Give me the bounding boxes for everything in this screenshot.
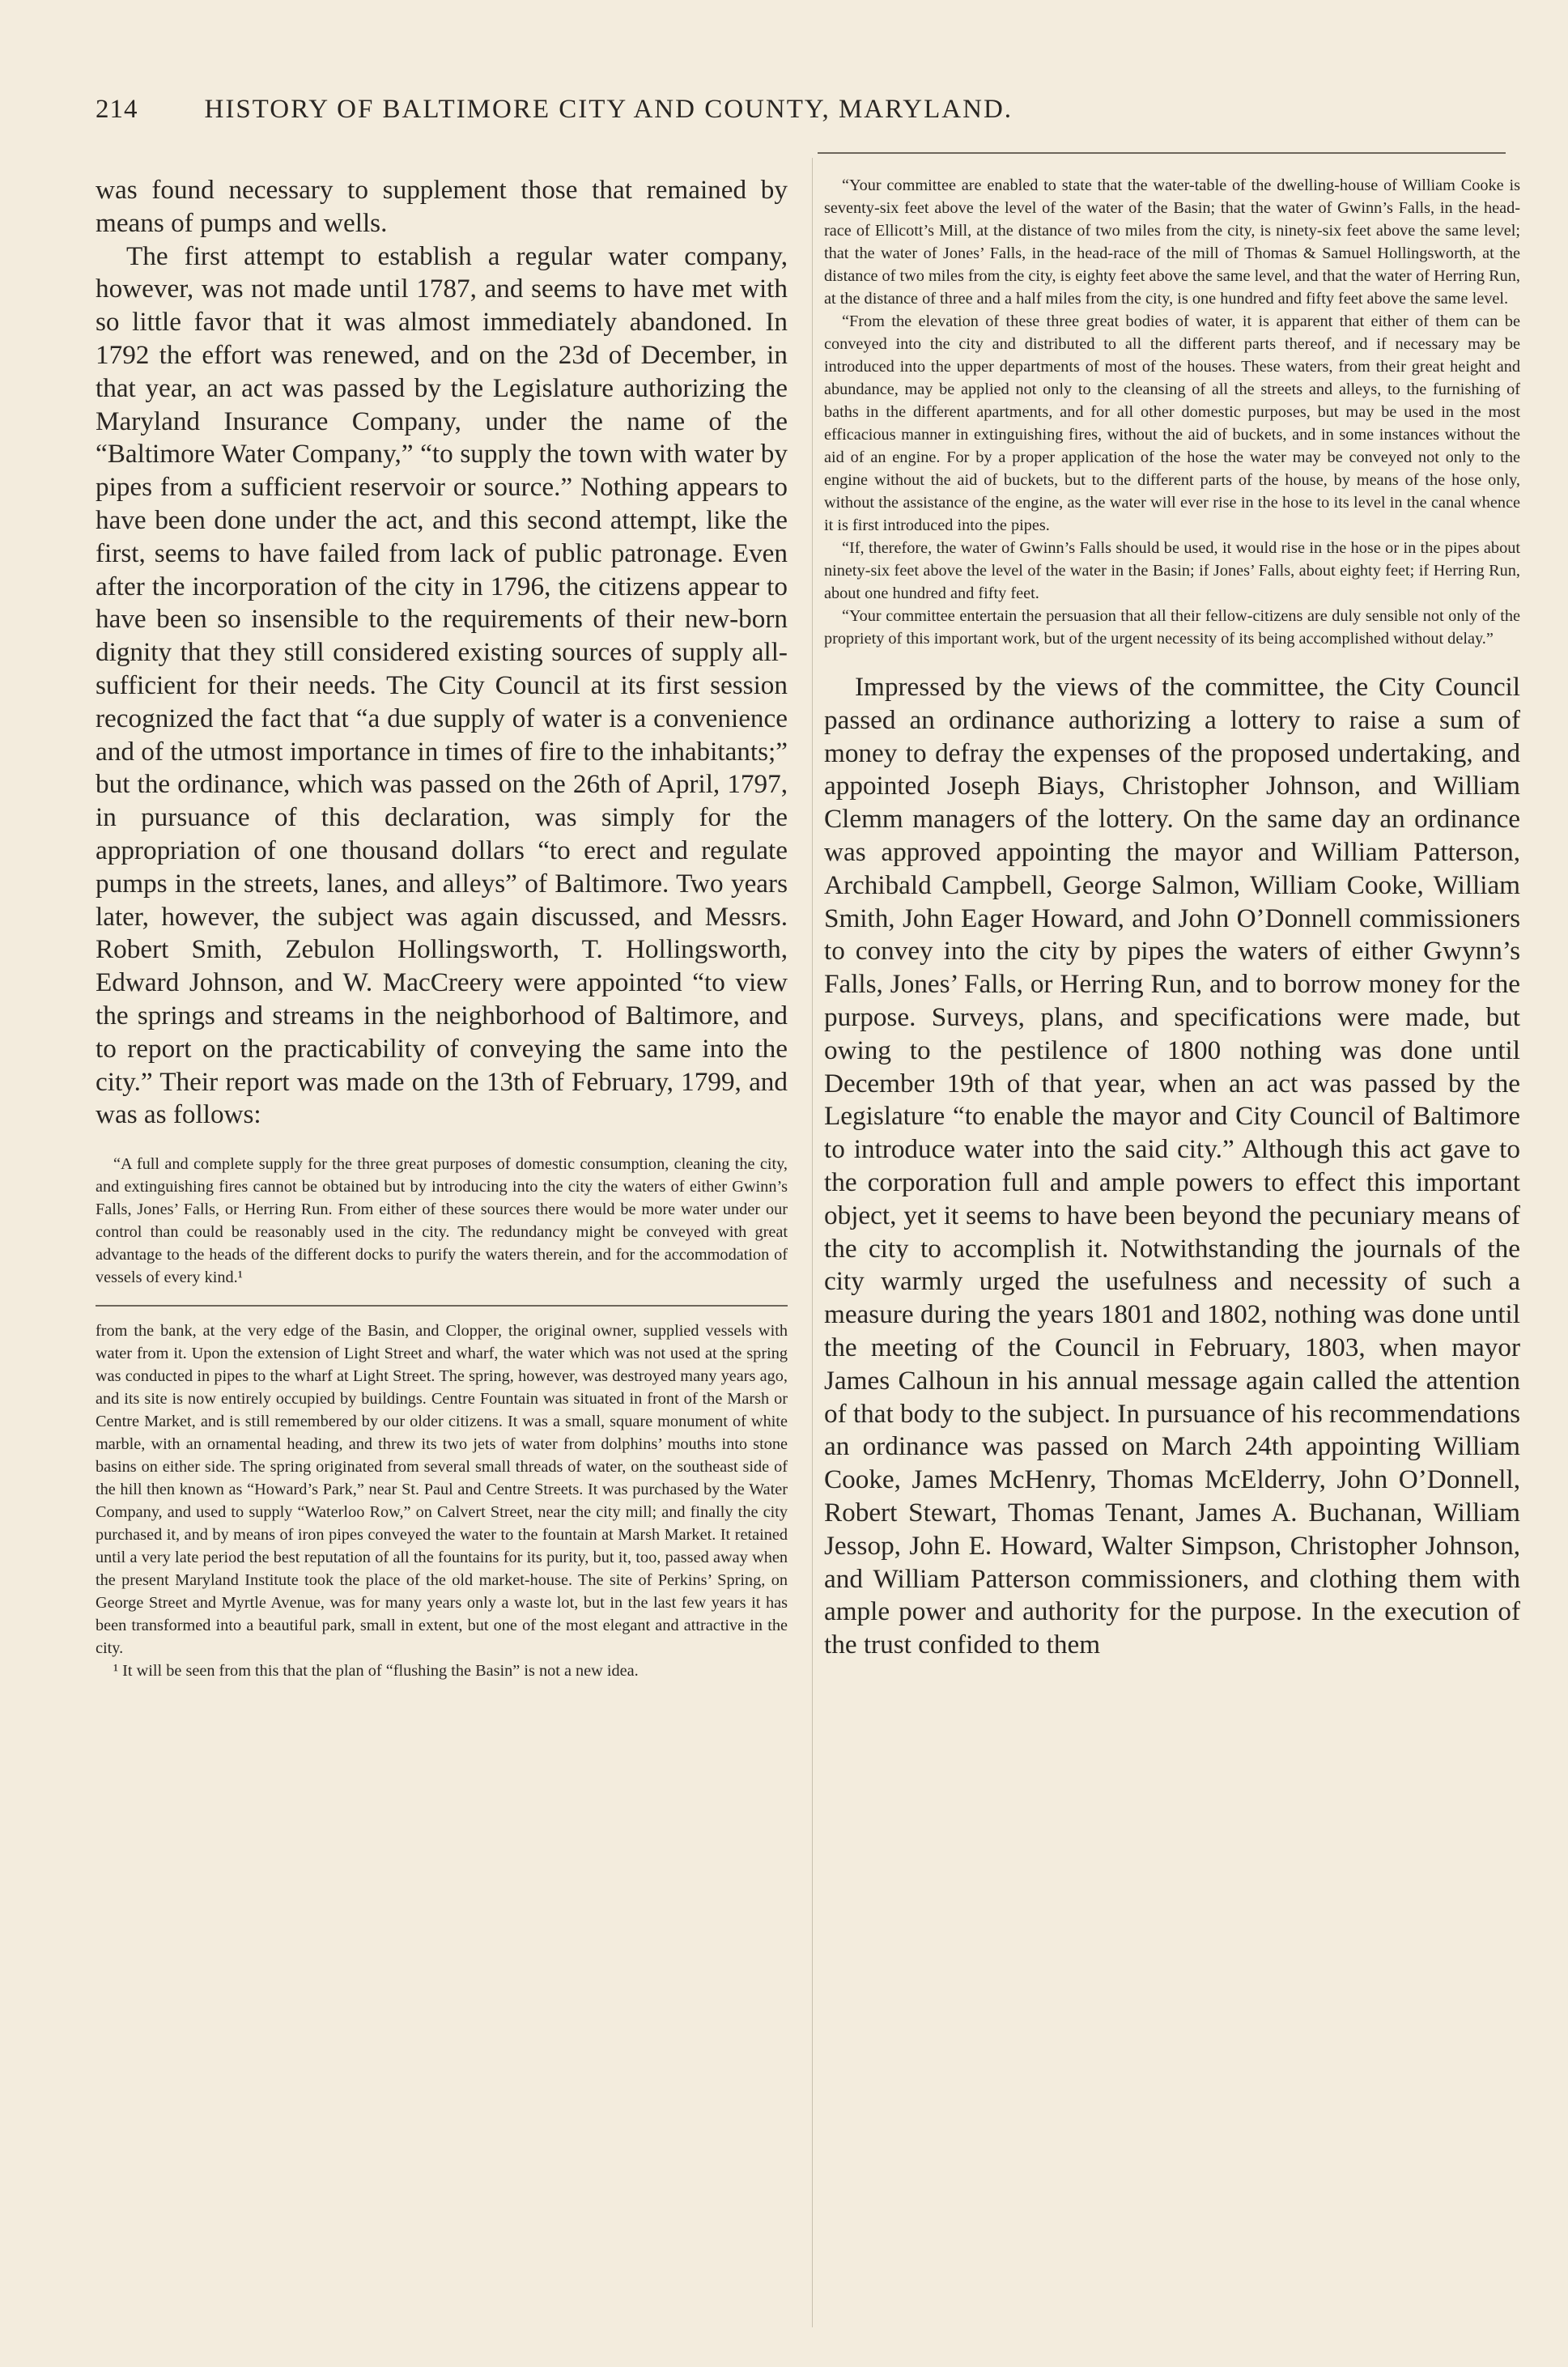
- footnote: ¹ It will be seen from this that the plan of “flushing the Basin” is not a new idea.: [113, 1662, 639, 1681]
- page-number: 214: [96, 94, 138, 124]
- committee-quote: “A full and complete supply for the three great purposes of domestic consumption, cleaning the city, and extinguishing fires cannot be obtained but by introducing into the city the waters of either Gwinn’s Falls, Jones’ Falls, or Herring Run. From either of these sources there would be more water under our control than could be reasonably used in the city. The redundancy might be conveyed with great advantage to the heads of the different docks to purify the waters therein, and for the accommodation of vessels of every kind.¹: [96, 1155, 788, 1287]
- left-column: [96, 174, 788, 1682]
- committee-quote: “Your committee are enabled to state that the water-table of the dwelling-house of William Cooke is seventy-six feet above the level of the water of the Basin; that the water of Gwinn’s Falls, in the head-race of Ellicott’s Mill, at the distance of two miles from the city, is ninety-six feet above the same level; that the water of Jones’ Falls, in the head-race of the mill of Thomas & Samuel Hollingsworth, at the distance of two miles from the city, is eighty feet above the same level, and that the water of Herring Run, at the distance of three and a half miles from the city, is one hundred and fifty feet above the same level.: [824, 176, 1520, 308]
- footnote-continuation: from the bank, at the very edge of the Basin, and Clopper, the original owner, supplied vessels with water from it. Upon the extension of Light Street and wharf, the water which was not used at the spring was conducted in pipes to the wharf at Light Street. The spring, however, was destroyed many years ago, and its site is now entirely occupied by buildings. Centre Fountain was situated in front of the Marsh or Centre Market, and is still remembered by our older citizens. It was a small, square monument of white marble, with an ornamental heading, and threw its two jets of water from dolphins’ mouths into stone basins on either side. The spring originated from several small threads of water, on the southeast side of the hill then known as “Howard’s Park,” near St. Paul and Centre Streets. It was purchased by the Water Company, and used to supply “Waterloo Row,” on Calvert Street, near the city mill; and finally the city purchased it, and by means of iron pipes conveyed the water to the fountain at Marsh Market. It retained until a very late period the best reputation of all the fountains for its purity, but it, too, passed away when the present Maryland Institute took the place of the old market-house. The site of Perkins’ Spring, on George Street and Myrtle Avenue, was for many years only a waste lot, but in the last few years it has been transformed into a beautiful park, small in extent, but one of the most elegant and attractive in the city.: [96, 1322, 788, 1658]
- committee-quote: “If, therefore, the water of Gwinn’s Falls should be used, it would rise in the hose or in the pipes about ninety-six feet above the level of the water in the Basin; if Jones’ Falls, about eighty feet; if Herring Run, about one hundred and fifty feet.: [824, 539, 1520, 602]
- paragraph: was found necessary to supplement those that remained by means of pumps and wells.: [96, 175, 788, 238]
- committee-quote: “Your committee entertain the persuasion that all their fellow-citizens are duly sensible not only of the propriety of this important work, but of the urgent necessity of its being accomplished without delay.”: [824, 607, 1520, 648]
- running-title: HISTORY OF BALTIMORE CITY AND COUNTY, MARYLAND.: [204, 94, 1013, 124]
- header-rule: [818, 152, 1506, 154]
- page-header: [96, 89, 1506, 130]
- right-column: [824, 174, 1520, 1662]
- committee-quote: “From the elevation of these three great bodies of water, it is apparent that either of them can be conveyed into the city and distributed to all the different parts thereof, and if necessary may be introduced into the upper departments of most of the houses. These waters, from their great height and abundance, may be applied not only to the cleansing of all the streets and alleys, to the furnishing of baths in the different apartments, and for all other domestic purposes, but may be used in the most efficacious manner in extinguishing fires, without the aid of buckets, and in some instances without the aid of an engine. For by a proper application of the hose the water may be conveyed not only to the engine without the aid of buckets, but to the different parts of the house, by means of the hose only, without the assistance of the engine, as the water will ever rise in the hose to its level in the canal whence it is first introduced into the pipes.: [824, 312, 1520, 534]
- paragraph: Impressed by the views of the committee, the City Council passed an ordinance authorizing a lottery to raise a sum of money to defray the expenses of the proposed undertaking, and appointed Joseph Biays, Christopher Johnson, and William Clemm managers of the lottery. On the same day an ordinance was approved appointing the mayor and William Patterson, Archibald Campbell, George Salmon, William Cooke, William Smith, John Eager Howard, and John O’Donnell commissioners to convey into the city by pipes the waters of either Gwynn’s Falls, Jones’ Falls, or Herring Run, and to borrow money for the purpose. Surveys, plans, and specifications were made, but owing to the pestilence of 1800 nothing was done until December 19th of that year, when an act was passed by the Legislature “to enable the mayor and City Council of Baltimore to introduce water into the said city.” Although this act gave to the corporation full and ample powers to effect this important object, yet it seems to have been beyond the pecuniary means of the city to accomplish it. Notwithstanding the journals of the city warmly urged the usefulness and necessity of such a measure during the years 1801 and 1802, nothing was done until the meeting of the Council in February, 1803, when mayor James Calhoun in his annual message again called the attention of that body to the subject. In pursuance of his recommendations an ordinance was passed on March 24th appointing William Cooke, James McHenry, Thomas McElderry, John O’Donnell, Robert Stewart, Thomas Tenant, James A. Buchanan, William Jessop, John E. Howard, Walter Simpson, Christopher Johnson, and William Patterson commissioners, and clothing them with ample power and authority for the purpose. In the execution of the trust confided to them: [824, 672, 1520, 1660]
- paragraph: The first attempt to establish a regular water company, however, was not made until 1787, and seems to have met with so little favor that it was almost immediately abandoned. In 1792 the effort was renewed, and on the 23d of December, in that year, an act was passed by the Legislature authorizing the Maryland Insurance Company, under the name of the “Baltimore Water Company,” “to supply the town with water by pipes from a sufficient reservoir or source.” Nothing appears to have been done under the act, and this second attempt, like the first, seems to have failed from lack of public patronage. Even after the incorporation of the city in 1796, the citizens appear to have been so insensible to the requirements of their new-born dignity that they still considered existing sources of supply all-sufficient for their needs. The City Council at its first session recognized the fact that “a due supply of water is a convenience and of the utmost importance in times of fire to the inhabitants;” but the ordinance, which was passed on the 26th of April, 1797, in pursuance of this declaration, was simply for the appropriation of one thousand dollars “to erect and regulate pumps in the streets, lanes, and alleys” of Baltimore. Two years later, however, the subject was again discussed, and Messrs. Robert Smith, Zebulon Hollingsworth, T. Hollingsworth, Edward Johnson, and W. MacCreery were appointed “to view the springs and streams in the neighborhood of Baltimore, and to report on the practicability of conveying the same into the city.” Their report was made on the 13th of February, 1799, and was as follows:: [96, 240, 788, 1130]
- footnote-rule: [96, 1305, 788, 1307]
- column-divider: [812, 158, 813, 2327]
